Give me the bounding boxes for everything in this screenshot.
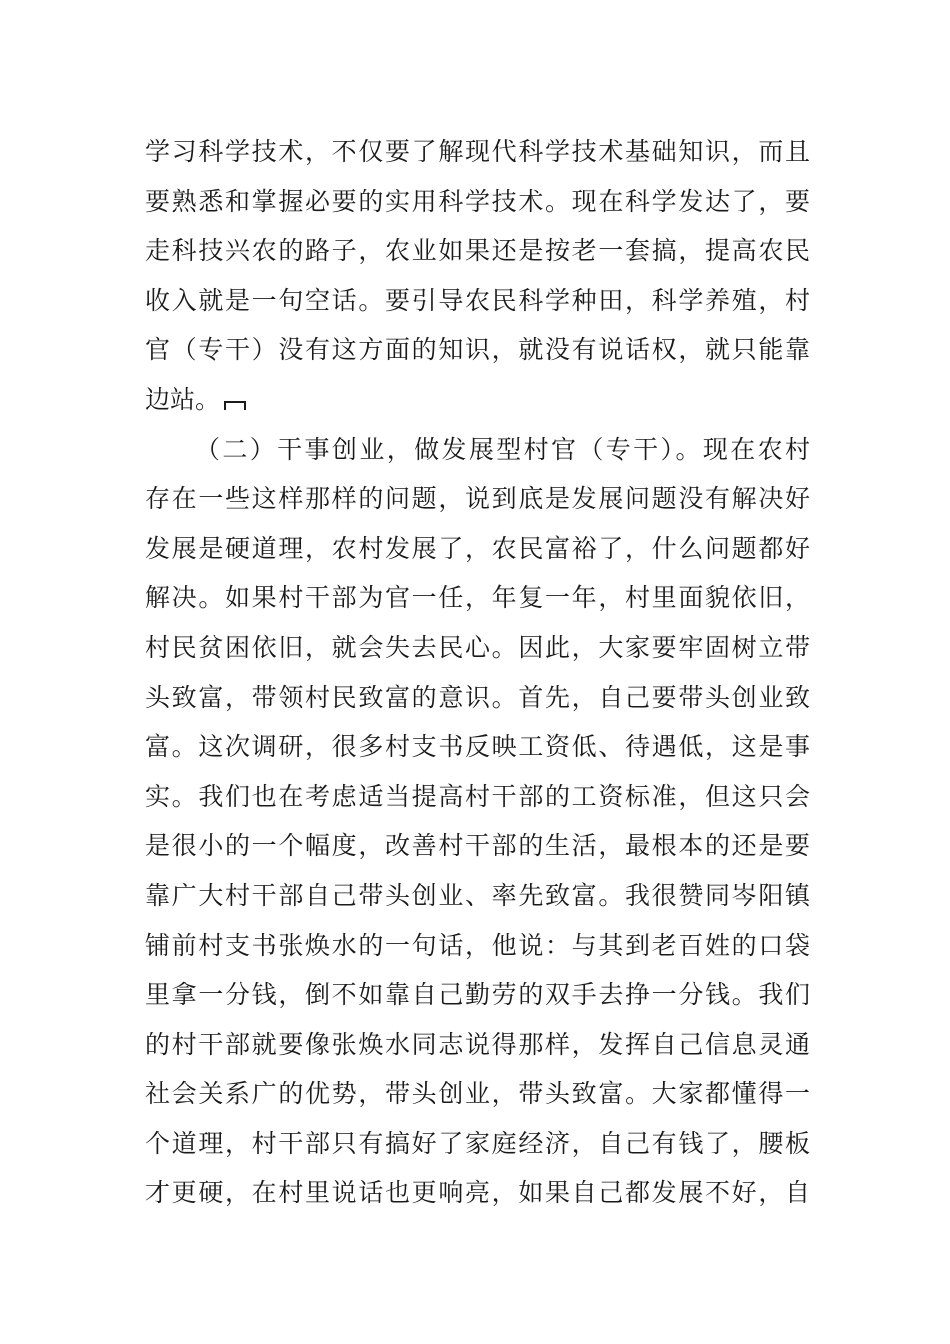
text-line: 才更硬，在村里说话也更响亮，如果自己都发展不好，自 — [145, 1178, 810, 1208]
text-line: 官（专干）没有这方面的知识，就没有说话权，就只能靠 — [145, 335, 810, 365]
text-line: 富。这次调研，很多村支书反映工资低、待遇低，这是事 — [145, 732, 810, 762]
text-line: 是很小的一个幅度，改善村干部的生活，最根本的还是要 — [145, 831, 810, 861]
text-line-content: 边站。 — [145, 384, 221, 414]
text-line: 铺前村支书张焕水的一句话，他说：与其到老百姓的口袋 — [145, 930, 810, 960]
text-line: 收入就是一句空话。要引导农民科学种田，科学养殖，村 — [145, 285, 810, 315]
paragraph-2 — [145, 425, 810, 1219]
text-line: 走科技兴农的路子，农业如果还是按老一套搞，提高农民 — [145, 236, 810, 266]
text-line: 实。我们也在考虑适当提高村干部的工资标准，但这只会 — [145, 781, 810, 811]
text-line: 村民贫困依旧，就会失去民心。因此，大家要牢固树立带 — [145, 632, 810, 662]
text-line: 社会关系广的优势，带头创业，带头致富。大家都懂得一 — [145, 1079, 810, 1109]
text-line: 学习科学技术，不仅要了解现代科学技术基础知识，而且 — [145, 137, 810, 166]
text-line-last — [145, 375, 810, 425]
text-line: 的村干部就要像张焕水同志说得那样，发挥自己信息灵通 — [145, 1029, 810, 1059]
text-line: 靠广大村干部自己带头创业、率先致富。我很赞同岑阳镇 — [145, 880, 810, 910]
text-line: 解决。如果村干部为官一任，年复一年，村里面貌依旧， — [145, 583, 810, 613]
body-text — [145, 127, 810, 1218]
text-line: 里拿一分钱，倒不如靠自己勤劳的双手去挣一分钱。我们 — [145, 980, 810, 1010]
text-line: 存在一些这样那样的问题，说到底是发展问题没有解决好 — [145, 484, 810, 514]
text-line-first: （二）干事创业，做发展型村官（专干）。现在农村 — [195, 434, 810, 464]
edit-mark-icon — [224, 401, 246, 410]
text-line: 发展是硬道理，农村发展了，农民富裕了，什么问题都好 — [145, 533, 810, 563]
paragraph-1 — [145, 127, 810, 425]
text-line: 个道理，村干部只有搞好了家庭经济，自己有钱了，腰板 — [145, 1128, 810, 1158]
text-line: 头致富，带领村民致富的意识。首先，自己要带头创业致 — [145, 682, 810, 712]
text-line: 要熟悉和掌握必要的实用科学技术。现在科学发达了，要 — [145, 186, 810, 216]
